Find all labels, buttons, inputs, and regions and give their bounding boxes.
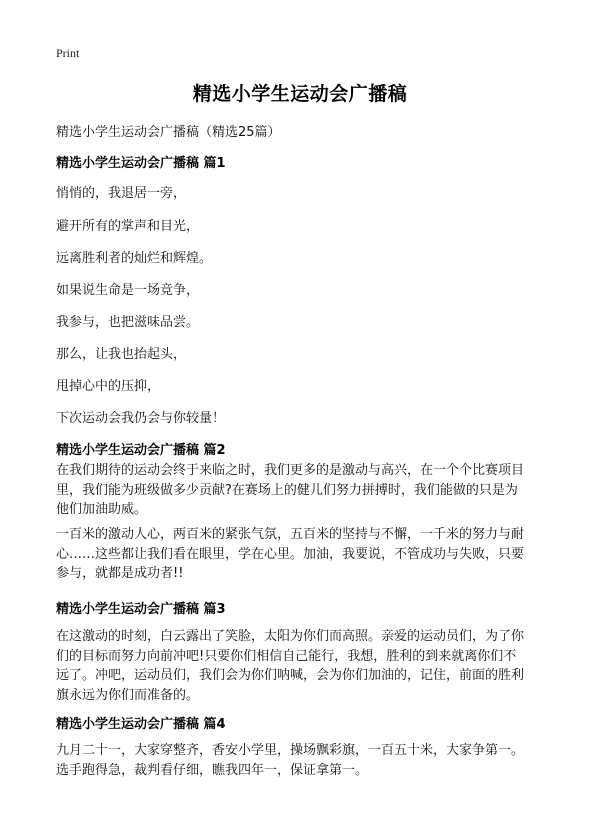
paragraph-line: 在我们期待的运动会终于来临之时，我们更多的是激动与高兴，在一个个比赛项目 xyxy=(56,463,525,478)
paragraph-line: 他们加油助威。 xyxy=(56,502,148,517)
section-heading-3: 精选小学生运动会广播稿 篇3 xyxy=(56,602,226,617)
paragraph xyxy=(56,461,546,520)
document-title: 精选小学生运动会广播稿 xyxy=(192,83,408,105)
paragraph-line: 远了。冲吧，运动员们，我们会为你们呐喊，会为你们加油的，记住，前面的胜利 xyxy=(56,668,525,683)
paragraph xyxy=(56,741,546,780)
print-label: Print xyxy=(56,46,80,60)
poem-line: 那么，让我也抬起头， xyxy=(56,347,187,362)
paragraph-line: 们的目标而努力向前冲吧!只要你们相信自己能行，我想，胜利的到来就离你们不 xyxy=(56,648,517,664)
poem-line: 我参与，也把滋味品尝。 xyxy=(56,315,200,330)
paragraph xyxy=(56,627,546,705)
section-heading-4: 精选小学生运动会广播稿 篇4 xyxy=(56,717,226,732)
paragraph xyxy=(56,525,546,584)
paragraph-line: 选手跑得急，裁判看仔细，瞧我四年一，保证拿第一。 xyxy=(56,762,369,778)
poem-line: 甩掉心中的压抑， xyxy=(56,379,161,394)
poem-line: 远离胜利者的灿烂和辉煌。 xyxy=(56,251,213,266)
paragraph-line: 旗永远为你们而准备的。 xyxy=(56,687,200,703)
section-heading-1: 精选小学生运动会广播稿 篇1 xyxy=(56,156,226,171)
document-subtitle: 精选小学生运动会广播稿（精选25篇） xyxy=(56,125,281,140)
paragraph-line: 里，我们能为班级做多少贡献?在赛场上的健儿们努力拼搏时，我们能做的只是为 xyxy=(56,482,518,498)
paragraph-line: 参与，就都是成功者!! xyxy=(56,566,184,581)
poem-line: 避开所有的掌声和目光， xyxy=(56,219,200,234)
paragraph-line: 在这激动的时刻，白云露出了笑脸，太阳为你们而高照。亲爱的运动员们，为了你 xyxy=(56,629,525,644)
paragraph-line: 心……这些都让我们看在眼里，学在心里。加油，我要说，不管成功与失败，只要 xyxy=(56,546,525,562)
poem-line: 如果说生命是一场竞争， xyxy=(56,283,200,298)
paragraph-line: 一百米的激动人心，两百米的紧张气氛，五百米的坚持与不懈，一千米的努力与耐 xyxy=(56,527,525,542)
paragraph-line: 九月二十一，大家穿整齐，香安小学里，操场飘彩旗，一百五十米，大家争第一。 xyxy=(56,743,525,758)
poem-line: 下次运动会我仍会与你较量！ xyxy=(56,411,226,426)
section-heading-2: 精选小学生运动会广播稿 篇2 xyxy=(56,443,226,458)
poem-line: 悄悄的，我退居一旁， xyxy=(56,186,187,201)
